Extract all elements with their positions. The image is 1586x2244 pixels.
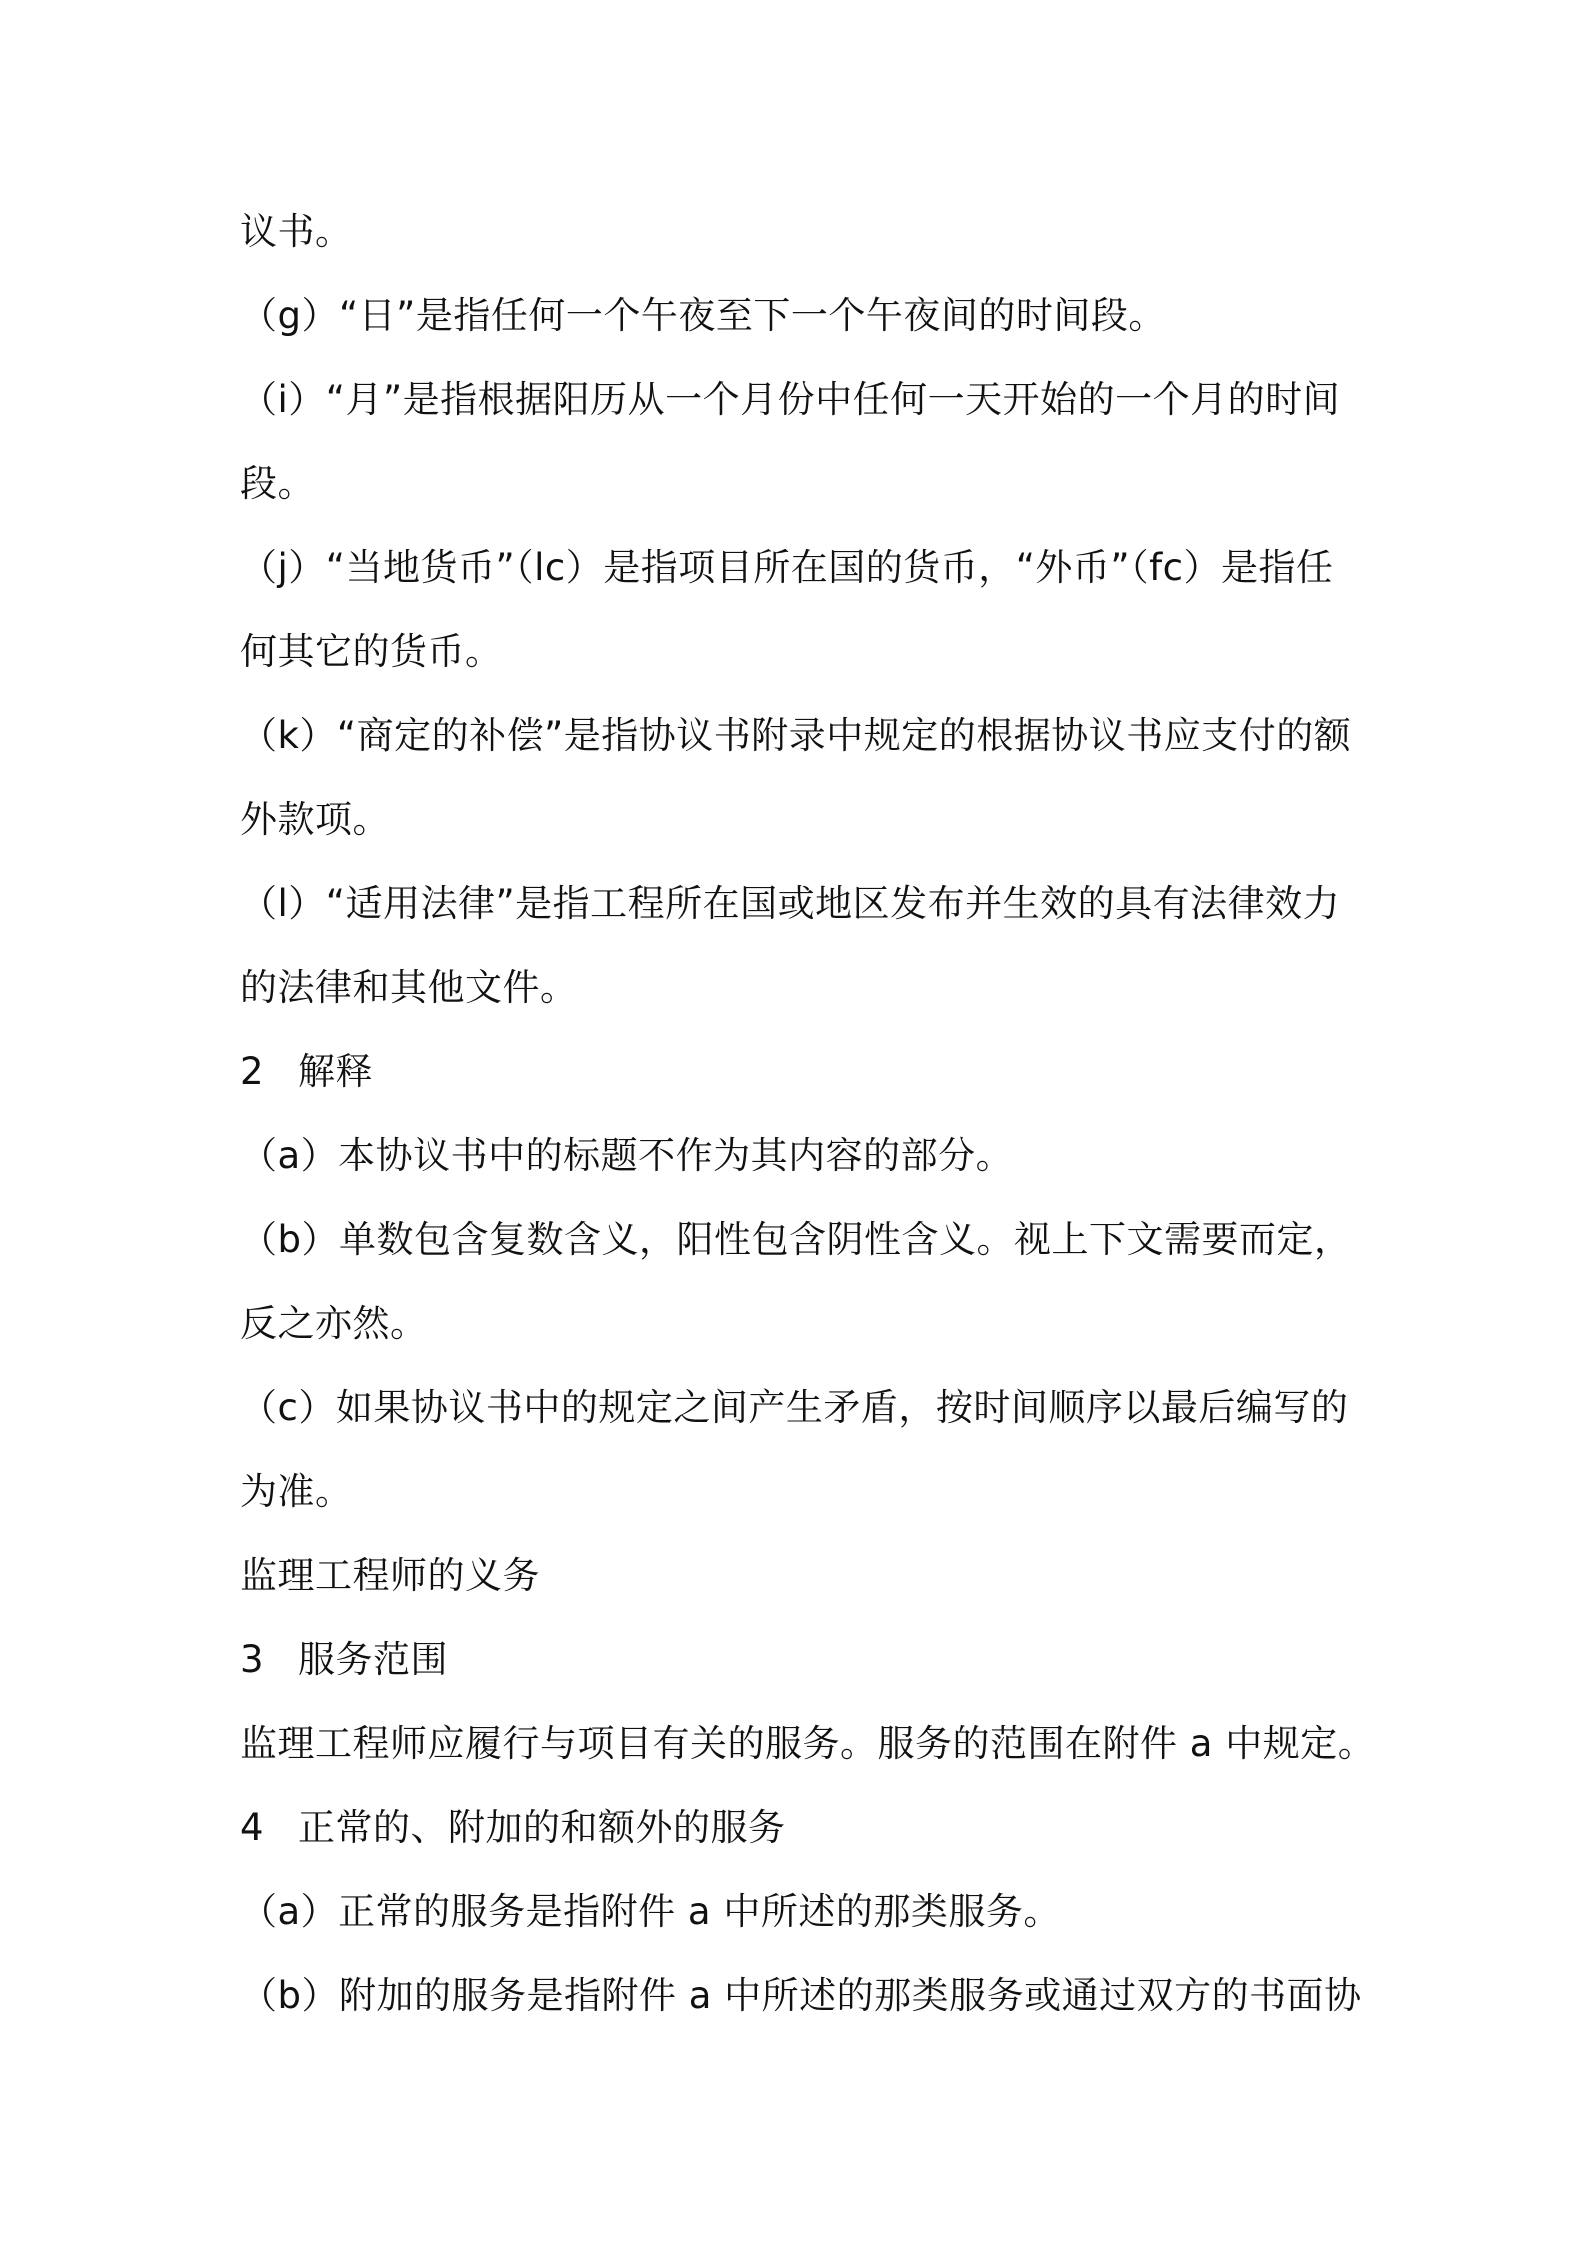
section-number: 3 [240, 1638, 265, 1681]
section-title: 正常的、附加的和额外的服务 [298, 1806, 786, 1849]
interpretation-item-c: （c）如果协议书中的规定之间产生矛盾，按时间顺序以最后编写的 [240, 1386, 1349, 1429]
definition-day: （g）“日”是指任何一个午夜至下一个午夜间的时间段。 [240, 294, 1166, 337]
text-line: 的法律和其他文件。 [240, 966, 578, 1009]
text-line: 何其它的货币。 [240, 630, 503, 673]
chapter-heading-engineer-duties: 监理工程师的义务 [240, 1554, 540, 1597]
interpretation-item-b: （b）单数包含复数含义，阳性包含阴性含义。视上下文需要而定， [240, 1218, 1352, 1261]
section-heading-scope [240, 1618, 1370, 1702]
services-item-b: （b）附加的服务是指附件 a 中所述的那类服务或通过双方的书面协 [240, 1974, 1362, 2017]
definition-currency: （j）“当地货币”（lc）是指项目所在国的货币，“外币”（fc）是指任 [240, 546, 1334, 589]
section-title: 服务范围 [298, 1638, 448, 1681]
section-number: 2 [240, 1050, 265, 1093]
section-title: 解释 [298, 1050, 373, 1093]
definition-applicable-law: （l）“适用法律”是指工程所在国或地区发布并生效的具有法律效力 [240, 882, 1341, 925]
text-line: 议书。 [240, 210, 353, 253]
text-line: 为准。 [240, 1470, 353, 1513]
document-body [240, 190, 1376, 2038]
text-line: 反之亦然。 [240, 1302, 428, 1345]
definition-compensation: （k）“商定的补偿”是指协议书附录中规定的根据协议书应支付的额 [240, 714, 1352, 757]
section-heading-interpretation [240, 1030, 1370, 1114]
text-line: 段。 [240, 462, 315, 505]
scope-paragraph: 监理工程师应履行与项目有关的服务。服务的范围在附件 a 中规定。 [240, 1722, 1376, 1765]
services-item-a: （a）正常的服务是指附件 a 中所述的那类服务。 [240, 1890, 1061, 1933]
section-number: 4 [240, 1806, 265, 1849]
interpretation-item-a: （a）本协议书中的标题不作为其内容的部分。 [240, 1134, 1014, 1177]
definition-month: （i）“月”是指根据阳历从一个月份中任何一天开始的一个月的时间 [240, 378, 1341, 421]
section-heading-services [240, 1786, 1370, 1870]
text-line: 外款项。 [240, 798, 390, 841]
